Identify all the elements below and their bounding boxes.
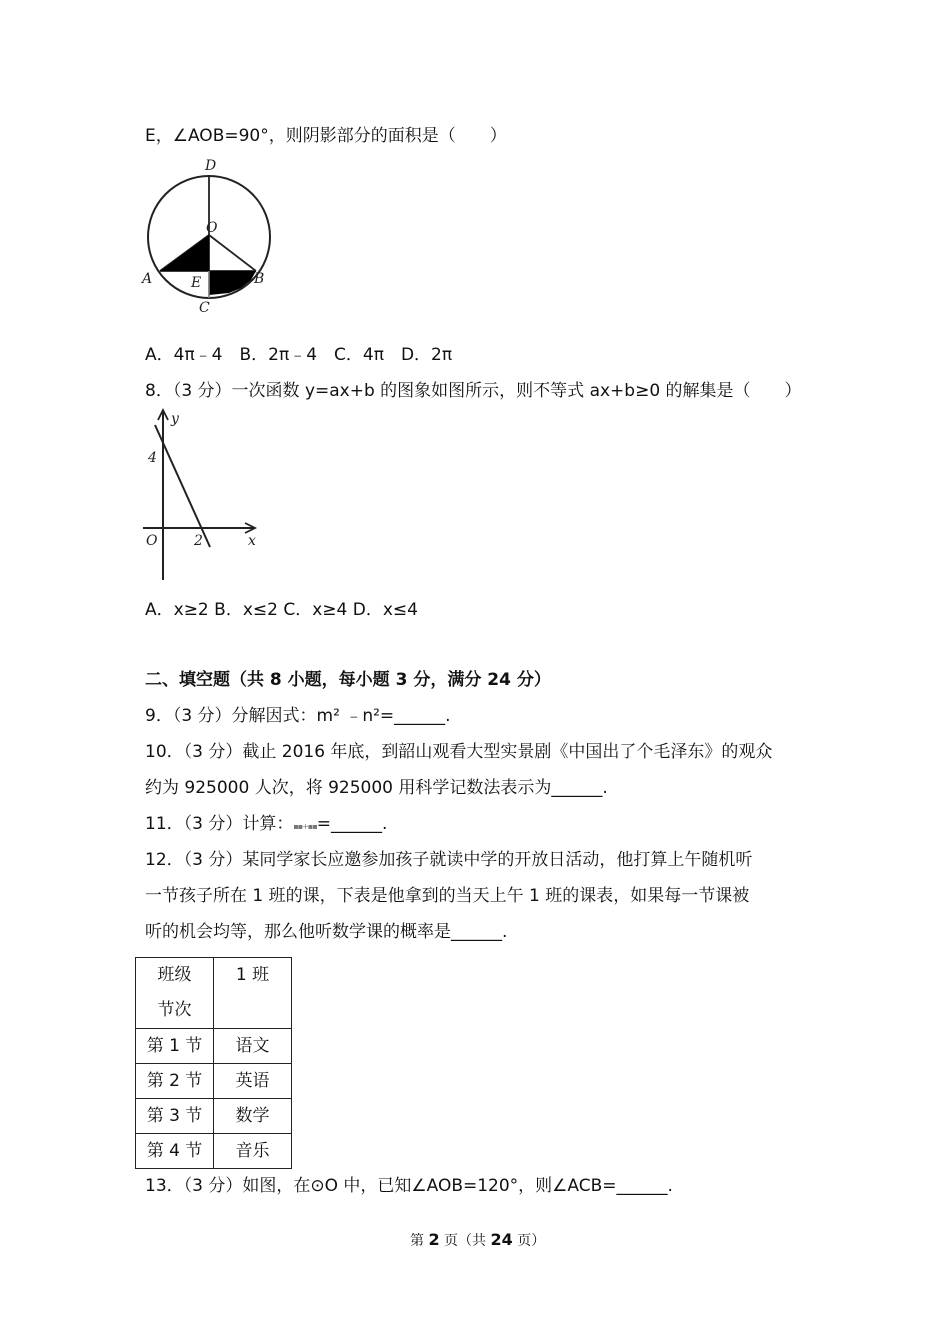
q10-line1: 10．（3 分）截止 2016 年底，到韶山观看大型实景剧《中国出了个毛泽东》的观众	[145, 742, 773, 762]
subject-cell: 英语	[214, 1064, 292, 1099]
q13-text: 13．（3 分）如图，在⊙O 中，已知∠AOB=120°，则∠ACB=______.	[145, 1176, 673, 1196]
section-heading: 二、填空题（共 8 小题，每小题 3 分，满分 24 分）	[145, 670, 551, 690]
table-row	[136, 1099, 292, 1134]
footer-total-pages: 24	[490, 1230, 513, 1249]
q9-text: 9．（3 分）分解因式：m² ﹣n²=______.	[145, 706, 451, 726]
class-schedule-table	[135, 957, 292, 1169]
header-cell-left	[136, 958, 214, 1029]
footer-page-number: 2	[428, 1230, 440, 1249]
header-cell-right	[214, 958, 292, 1029]
q12-line2: 一节孩子所在 1 班的课，下表是他拿到的当天上午 1 班的课表，如果每一节课被	[145, 886, 750, 906]
q8-options: A．x≥2 B．x≤2 C．x≥4 D．x≤4	[145, 600, 418, 620]
circle-figure	[135, 150, 285, 320]
linear-graph-figure	[135, 405, 275, 585]
q11-text	[145, 814, 387, 834]
q8-stem: 8．（3 分）一次函数 y=ax+b 的图象如图所示，则不等式 ax+b≥0 的解集是（ ）	[145, 381, 802, 401]
table-header-row	[136, 958, 292, 1029]
label-origin: O	[146, 533, 158, 549]
subject-cell: 数学	[214, 1099, 292, 1134]
table-row	[136, 1134, 292, 1169]
header-period-label: 节次	[157, 1000, 192, 1020]
subject-cell: 语文	[214, 1029, 292, 1064]
footer-prefix: 第	[410, 1233, 424, 1249]
label-b: B	[254, 271, 265, 287]
label-e: E	[191, 275, 202, 291]
q11-prefix: 11．（3 分）计算：	[145, 814, 294, 834]
period-cell: 第 1 节	[136, 1029, 214, 1064]
q12-line3: 听的机会均等，那么他听数学课的概率是______.	[145, 922, 508, 942]
footer-suffix: 页）	[517, 1233, 546, 1249]
period-cell: 第 4 节	[136, 1134, 214, 1169]
q12-line1: 12．（3 分）某同学家长应邀参加孩子就读中学的开放日活动，他打算上午随机听	[145, 850, 753, 870]
table-row	[136, 1064, 292, 1099]
period-cell: 第 3 节	[136, 1099, 214, 1134]
label-4: 4	[148, 450, 157, 466]
label-y: y	[171, 411, 179, 427]
q11-suffix: =______.	[316, 814, 388, 834]
period-cell: 第 2 节	[136, 1064, 214, 1099]
q7-options: A．4π﹣4 B．2π﹣4 C．4π D．2π	[145, 345, 453, 365]
page-footer	[410, 1230, 545, 1250]
label-x: x	[248, 533, 256, 549]
subject-cell: 音乐	[214, 1134, 292, 1169]
label-c: C	[199, 300, 210, 316]
radius-ob	[209, 235, 256, 271]
header-class-label: 班级	[157, 965, 192, 985]
header-class-name: 1 班	[235, 965, 270, 985]
label-2: 2	[194, 533, 203, 549]
q10-line2: 约为 925000 人次，将 925000 用科学记数法表示为______.	[145, 778, 608, 798]
label-d: D	[205, 158, 217, 174]
label-a: A	[142, 271, 153, 287]
footer-mid: 页（共	[444, 1233, 487, 1249]
label-o: O	[206, 220, 218, 236]
q7-stem-tail: E，∠AOB=90°，则阴影部分的面积是（ ）	[145, 126, 507, 146]
table-row	[136, 1029, 292, 1064]
q11-fraction-expression: ▪▪+▪▪	[293, 822, 317, 831]
